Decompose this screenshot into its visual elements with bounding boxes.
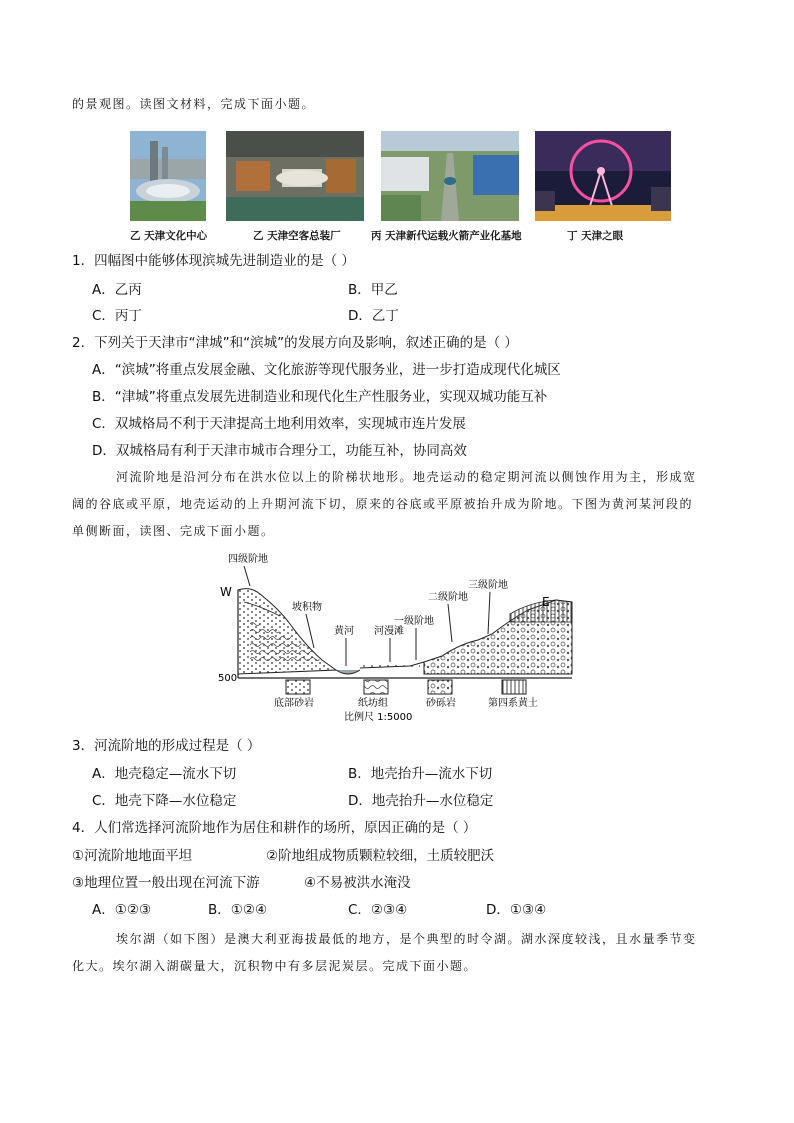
q1-option-b[interactable]: B．甲乙 <box>348 282 398 298</box>
q4-option-d[interactable]: D．①③④ <box>486 902 547 918</box>
q3-stem: 3．河流阶地的形成过程是（ ） <box>72 738 261 754</box>
caption-3: 丙 天津新代运载火箭产业化基地 <box>371 230 522 242</box>
photo-culture-center <box>130 131 206 221</box>
q1-option-c[interactable]: C．丙丁 <box>92 308 142 324</box>
q4-stem: 4．人们常选择河流阶地作为居住和耕作的场所，原因正确的是（ ） <box>72 820 477 836</box>
passage1-line2: 阔的谷底或平原，地壳运动的上升期河流下切，原来的谷底或平原被抬升成为阶地。下图为黄河某河段的 <box>72 497 694 511</box>
legend-2: 纸坊组 <box>358 698 388 709</box>
label-west: W <box>220 585 232 599</box>
photo-rocket-base <box>381 131 519 221</box>
q2-stem: 2．下列关于天津市“津城”和“滨城”的发展方向及影响，叙述正确的是（ ） <box>72 335 518 351</box>
caption-2: 乙 天津空客总装厂 <box>253 230 341 242</box>
q2-option-a[interactable]: A．“滨城”将重点发展金融、文化旅游等现代服务业，进一步打造成现代化城区 <box>92 362 561 378</box>
legend-3: 砂砾岩 <box>426 698 456 709</box>
q1-option-a[interactable]: A．乙丙 <box>92 282 142 298</box>
q3-option-d[interactable]: D．地壳抬升—水位稳定 <box>348 793 494 809</box>
label-terrace1: 一级阶地 <box>394 616 434 627</box>
label-terrace2: 二级阶地 <box>428 592 468 603</box>
q2-option-b[interactable]: B．“津城”将重点发展先进制造业和现代化生产性服务业，实现双城功能互补 <box>92 389 548 405</box>
q4-item-1: ①河流阶地地面平坦 <box>72 848 193 864</box>
label-terrace4: 四级阶地 <box>228 554 268 565</box>
label-elevation: 500 <box>218 673 238 684</box>
q4-item-4: ④不易被洪水淹没 <box>304 875 411 891</box>
passage2-line1: 埃尔湖（如下图）是澳大利亚海拔最低的地方，是个典型的时令湖。湖水深度较浅，且水量季节变 <box>116 932 697 946</box>
label-floodplain: 河漫滩 <box>374 626 404 637</box>
terrace-diagram <box>210 550 580 726</box>
intro-text: 的景观图。读图文材料，完成下面小题。 <box>72 97 316 111</box>
label-colluvium: 坡积物 <box>292 602 322 613</box>
q3-option-b[interactable]: B．地壳抬升—流水下切 <box>348 766 493 782</box>
q4-item-2: ②阶地组成物质颗粒较细，土质较肥沃 <box>266 848 495 864</box>
q4-option-c[interactable]: C．②③④ <box>348 902 408 918</box>
q2-option-d[interactable]: D．双城格局有利于天津市城市合理分工，功能互补，协同高效 <box>92 443 467 459</box>
label-river: 黄河 <box>334 626 354 637</box>
q3-option-c[interactable]: C．地壳下降—水位稳定 <box>92 793 237 809</box>
passage1-line3: 单侧断面，读图、完成下面小题。 <box>72 524 275 538</box>
photo-airbus-factory <box>226 131 364 221</box>
photo-tianjin-eye <box>535 131 671 221</box>
q4-option-b[interactable]: B．①②④ <box>208 902 268 918</box>
q4-option-a[interactable]: A．①②③ <box>92 902 152 918</box>
label-east: E <box>542 595 550 609</box>
q1-stem: 1．四幅图中能够体现滨城先进制造业的是（ ） <box>72 253 355 269</box>
q3-option-a[interactable]: A．地壳稳定—流水下切 <box>92 766 237 782</box>
passage1-line1: 河流阶地是沿河分布在洪水位以上的阶梯状地形。地壳运动的稳定期河流以侧蚀作用为主，形成宽 <box>116 470 697 484</box>
q1-option-d[interactable]: D．乙丁 <box>348 308 399 324</box>
caption-4: 丁 天津之眼 <box>567 230 624 242</box>
legend-4: 第四系黄土 <box>488 698 538 709</box>
caption-1: 乙 天津文化中心 <box>130 230 208 242</box>
q2-option-c[interactable]: C．双城格局不利于天津提高土地利用效率，实现城市连片发展 <box>92 416 466 432</box>
label-terrace3: 三级阶地 <box>468 580 508 591</box>
q4-item-3: ③地理位置一般出现在河流下游 <box>72 875 260 891</box>
legend-1: 底部砂岩 <box>274 698 314 709</box>
passage2-line2: 化大。埃尔湖入湖碳量大，沉积物中有多层泥炭层。完成下面小题。 <box>72 959 478 973</box>
label-scale: 比例尺 1:5000 <box>344 712 413 723</box>
